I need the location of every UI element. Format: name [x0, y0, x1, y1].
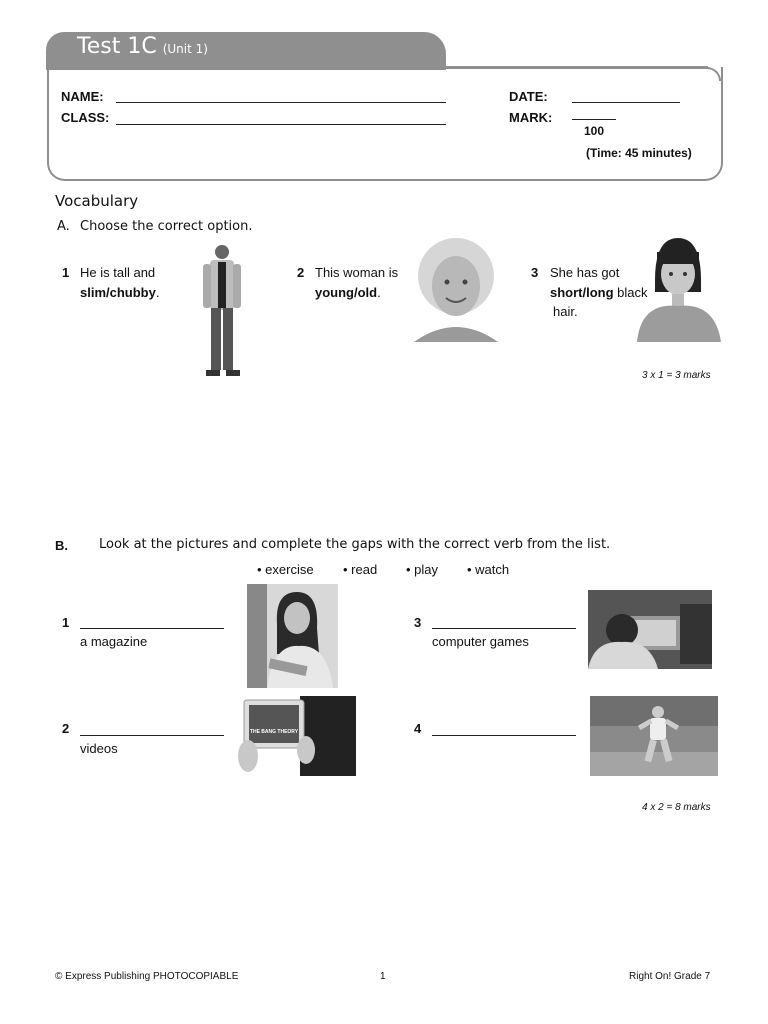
gap-field[interactable]	[80, 735, 224, 736]
date-label: DATE:	[509, 89, 548, 104]
verb-option: • watch	[467, 562, 510, 577]
item-text: hair.	[553, 304, 578, 319]
item-number: 1	[62, 615, 70, 630]
name-field[interactable]	[116, 102, 446, 103]
short-hair-woman-image	[631, 236, 725, 342]
item-number: 3	[531, 265, 539, 280]
item-number: 2	[62, 721, 70, 736]
gap-field[interactable]	[432, 628, 576, 629]
exercise-image	[590, 696, 718, 776]
footer-book-title: Right On! Grade 7	[629, 971, 711, 982]
gap-field[interactable]	[80, 628, 224, 629]
item-number: 4	[414, 721, 422, 736]
gap-field[interactable]	[432, 735, 576, 736]
page-number: 1	[380, 971, 386, 982]
item-text: computer games	[432, 634, 529, 649]
section-heading: Vocabulary	[55, 192, 139, 210]
option-choice[interactable]: young/old	[315, 285, 378, 300]
task-b-letter: B.	[55, 538, 68, 553]
footer-copyright: © Express Publishing PHOTOCOPIABLE	[55, 971, 239, 982]
task-a-letter: A.	[57, 219, 70, 234]
item-text: videos	[80, 741, 118, 756]
test-title: Test 1C (Unit 1)	[77, 34, 208, 59]
item-number: 2	[297, 265, 305, 280]
item-options-line: young/old.	[315, 285, 381, 300]
unit-label: (Unit 1)	[162, 42, 208, 56]
item-text: This woman is	[315, 265, 399, 280]
class-field[interactable]	[116, 124, 446, 125]
date-field[interactable]	[572, 102, 680, 103]
verb-option: • exercise	[257, 562, 314, 577]
item-options-line: short/long black	[550, 285, 648, 300]
item-text: She has got	[550, 265, 620, 280]
time-limit: (Time: 45 minutes)	[586, 146, 692, 160]
tall-man-image	[196, 242, 248, 378]
item-number: 1	[62, 265, 70, 280]
mark-field[interactable]	[572, 119, 616, 120]
mark-label: MARK:	[509, 110, 553, 125]
option-choice[interactable]: short/long	[550, 285, 614, 300]
item-text: a magazine	[80, 634, 148, 649]
mark-total: 100	[584, 124, 605, 138]
item-number: 3	[414, 615, 422, 630]
tablet-caption: THE BANG THEORY	[249, 729, 299, 735]
verb-option: • read	[343, 562, 378, 577]
task-b-instruction: Look at the pictures and complete the gaps with the correct verb from the list.	[99, 537, 611, 552]
old-woman-image	[410, 236, 502, 342]
item-text: He is tall and	[80, 265, 156, 280]
reading-girl-image	[247, 584, 338, 688]
task-a-instruction: Choose the correct option.	[80, 219, 253, 234]
option-choice[interactable]: slim/chubby	[80, 285, 156, 300]
gaming-image	[588, 590, 712, 669]
task-b-marks: 4 x 2 = 8 marks	[642, 802, 711, 813]
item-options-line: slim/chubby.	[80, 285, 160, 300]
tablet-video-image	[234, 696, 356, 776]
verb-option: • play	[406, 562, 439, 577]
task-a-marks: 3 x 1 = 3 marks	[642, 370, 711, 381]
class-label: CLASS:	[61, 110, 110, 125]
name-label: NAME:	[61, 89, 104, 104]
